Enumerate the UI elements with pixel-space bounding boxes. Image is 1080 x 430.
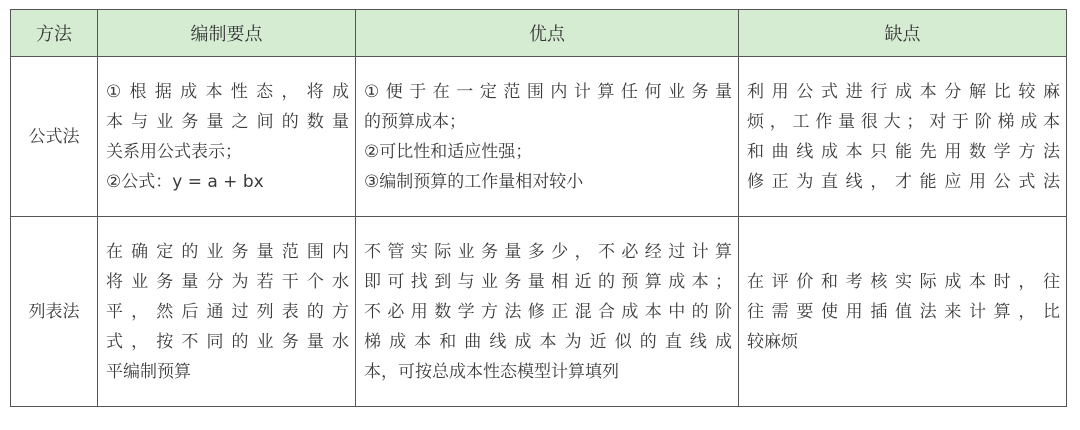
- text-line: 在确定的业务量范围内: [106, 241, 349, 262]
- text-line: 平编制预算: [106, 361, 191, 382]
- header-disadvantages: 缺点: [739, 10, 1067, 57]
- table-row-list-method: [11, 217, 1067, 407]
- text-line: 关系用公式表示；: [106, 141, 242, 162]
- disadvantages-cell: [739, 57, 1067, 217]
- header-row: [11, 10, 1067, 57]
- text-line: 修正为直线，才能应用公式法: [747, 171, 1060, 192]
- text-line: 不管实际业务量多少，不必经过计算: [364, 241, 732, 262]
- text-line: 的预算成本；: [364, 111, 466, 132]
- text-line: ①根据成本性态，将成: [106, 81, 349, 102]
- text-line: 利用公式进行成本分解比较麻: [747, 81, 1060, 102]
- text-line: ②公式：y = a + bx: [106, 171, 264, 192]
- key-points-cell: [98, 217, 356, 407]
- text-line: 即可找到与业务量相近的预算成本；: [364, 271, 732, 292]
- method-cell: 公式法: [11, 57, 98, 217]
- text-line: ③编制预算的工作量相对较小: [364, 171, 584, 192]
- text-line: 本与业务量之间的数量: [106, 111, 349, 132]
- key-points-cell: [98, 57, 356, 217]
- text-line: 不必用数学方法修正混合成本中的阶: [364, 301, 732, 322]
- text-line: 和曲线成本只能先用数学方法: [747, 141, 1060, 162]
- text-line: 式，按不同的业务量水: [106, 331, 349, 352]
- text-line: 较麻烦: [747, 331, 798, 352]
- text-line: ①便于在一定范围内计算任何业务量: [364, 81, 732, 102]
- text-line: ②可比性和适应性强；: [364, 141, 533, 162]
- text-line: 在评价和考核实际成本时，往: [747, 271, 1060, 292]
- header-method: 方法: [11, 10, 98, 57]
- method-cell: 列表法: [11, 217, 98, 407]
- table-row-formula-method: [11, 57, 1067, 217]
- comparison-table-container: [10, 9, 1066, 407]
- disadvantages-cell: [739, 217, 1067, 407]
- advantages-cell: [356, 217, 739, 407]
- text-line: 将业务量分为若干个水: [106, 271, 349, 292]
- comparison-table: [10, 9, 1067, 407]
- text-line: 烦，工作量很大；对于阶梯成本: [747, 111, 1060, 132]
- text-line: 平，然后通过列表的方: [106, 301, 349, 322]
- header-key-points: 编制要点: [98, 10, 356, 57]
- text-line: 往需要使用插值法来计算，比: [747, 301, 1060, 322]
- text-line: 本，可按总成本性态模型计算填列: [364, 361, 619, 382]
- advantages-cell: [356, 57, 739, 217]
- header-advantages: 优点: [356, 10, 739, 57]
- text-line: 梯成本和曲线成本为近似的直线成: [364, 331, 732, 352]
